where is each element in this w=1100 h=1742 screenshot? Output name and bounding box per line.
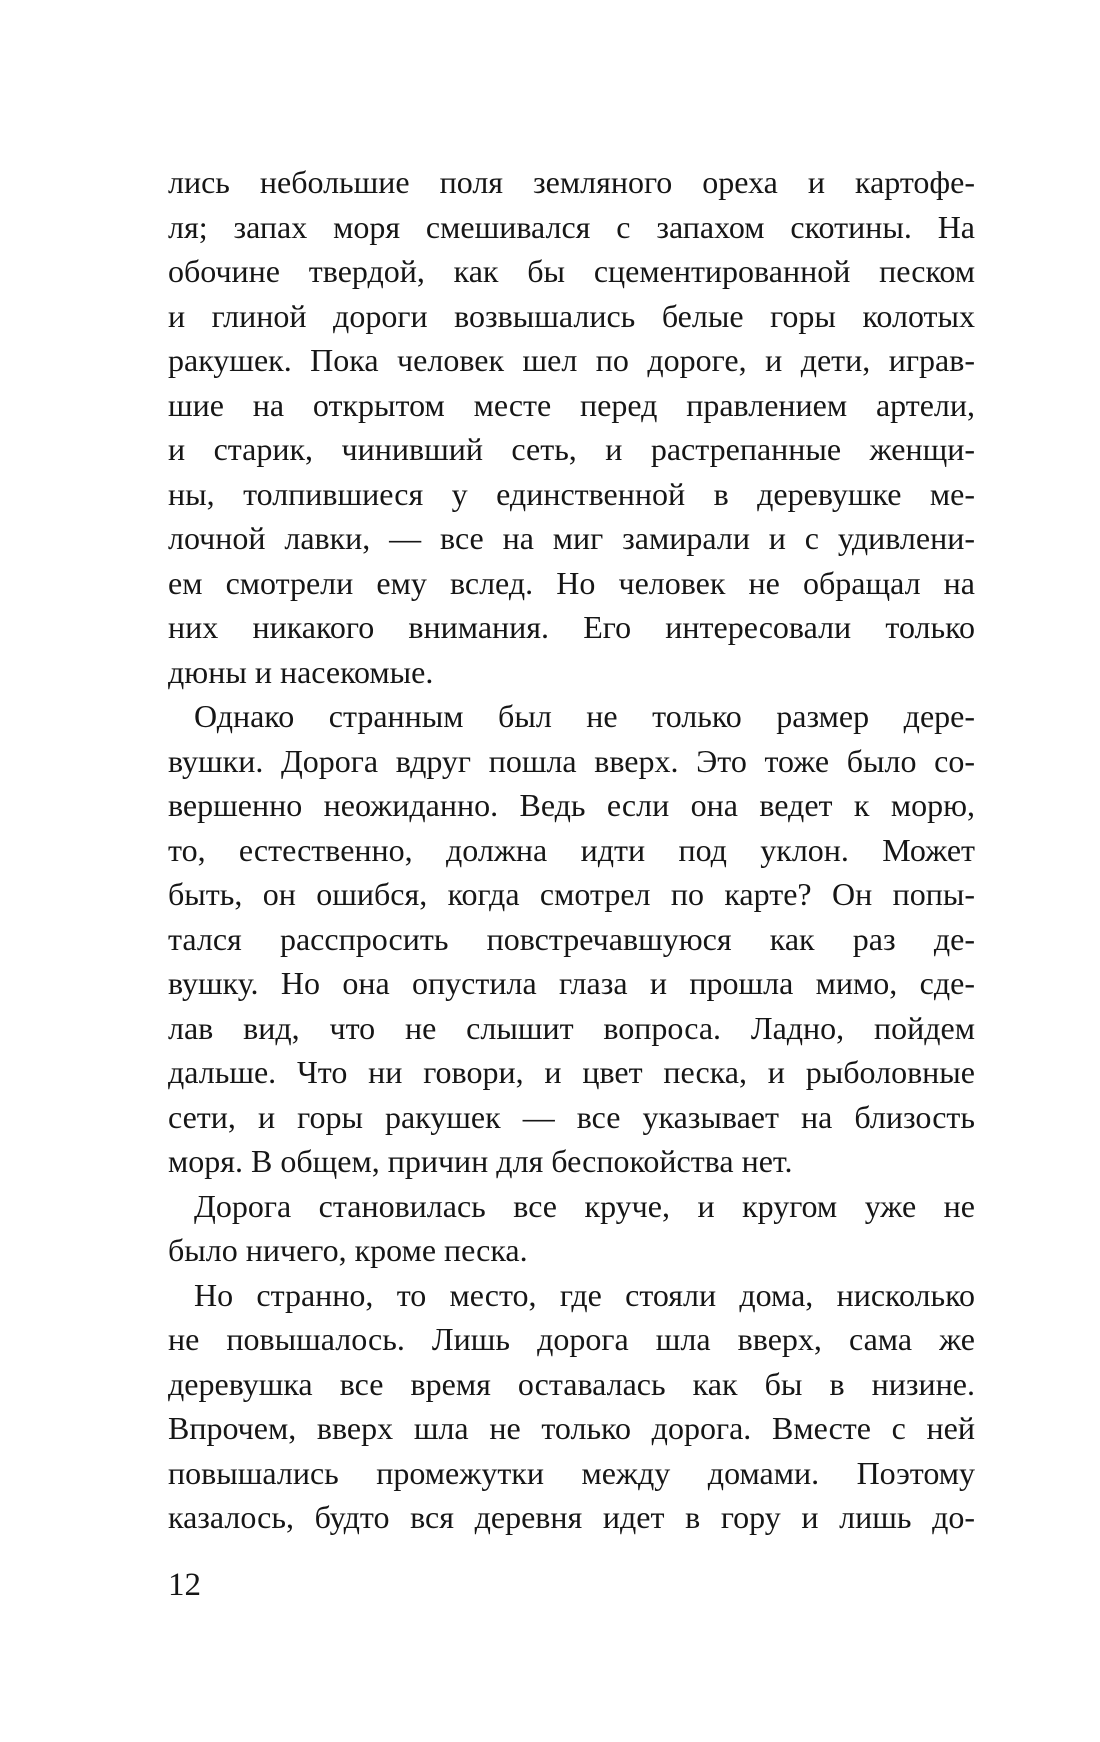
- text-line: дюны и насекомые.: [168, 653, 434, 690]
- text-line: то, естественно, должна идти под уклон. Может: [168, 831, 975, 868]
- text-line: вершенно неожиданно. Ведь если она ведет к морю,: [168, 787, 975, 823]
- text-line: дальше. Что ни говори, и цвет песка, и рыболовные: [168, 1054, 975, 1090]
- page-number: 12: [168, 1567, 201, 1603]
- text-line: них никакого внимания. Его интересовали только: [168, 609, 975, 645]
- text-line: Впрочем, вверх шла не только дорога. Вместе с ней: [168, 1410, 975, 1446]
- text-line: Но странно, то место, где стояли дома, нисколько: [194, 1276, 975, 1313]
- text-line: и глиной дороги возвышались белые горы колотых: [168, 297, 975, 334]
- text-line: вушку. Но она опустила глаза и прошла мимо, сде-: [168, 965, 975, 1001]
- page-text: [168, 160, 975, 1540]
- text-line: ны, толпившиеся у единственной в деревушке ме-: [168, 475, 975, 512]
- text-line: ля; запах моря смешивался с запахом скотины. На: [168, 208, 975, 245]
- text-line: обочине твердой, как бы сцементированной песком: [168, 253, 975, 289]
- text-line: было ничего, кроме песка.: [168, 1232, 528, 1268]
- text-line: лав вид, что не слышит вопроса. Ладно, пойдем: [168, 1009, 975, 1046]
- text-line: быть, он ошибся, когда смотрел по карте? Он попы-: [168, 876, 975, 912]
- text-line: не повышалось. Лишь дорога шла вверх, сама же: [168, 1321, 975, 1357]
- text-line: повышались промежутки между домами. Поэтому: [168, 1454, 975, 1491]
- text-line: лись небольшие поля земляного ореха и картофе-: [168, 164, 975, 200]
- text-line: Дорога становилась все круче, и кругом уже не: [194, 1187, 975, 1224]
- text-line: сети, и горы ракушек — все указывает на близость: [168, 1098, 975, 1135]
- text-line: лочной лавки, — все на миг замирали и с удивлени-: [168, 520, 975, 556]
- text-line: казалось, будто вся деревня идет в гору и лишь до-: [168, 1499, 975, 1535]
- text-line: и старик, чинивший сеть, и растрепанные женщи-: [168, 431, 975, 467]
- text-line: вушки. Дорога вдруг пошла вверх. Это тоже было со-: [168, 742, 975, 779]
- text-line: тался расспросить повстречавшуюся как раз де-: [168, 920, 975, 957]
- text-line: ракушек. Пока человек шел по дороге, и дети, играв-: [168, 342, 975, 378]
- text-line: деревушка все время оставалась как бы в низине.: [168, 1365, 975, 1402]
- text-line: Однако странным был не только размер дере-: [194, 698, 975, 734]
- text-line: шие на открытом месте перед правлением артели,: [168, 386, 975, 423]
- text-line: моря. В общем, причин для беспокойства нет.: [168, 1143, 793, 1179]
- text-line: ем смотрели ему вслед. Но человек не обращал на: [168, 564, 975, 601]
